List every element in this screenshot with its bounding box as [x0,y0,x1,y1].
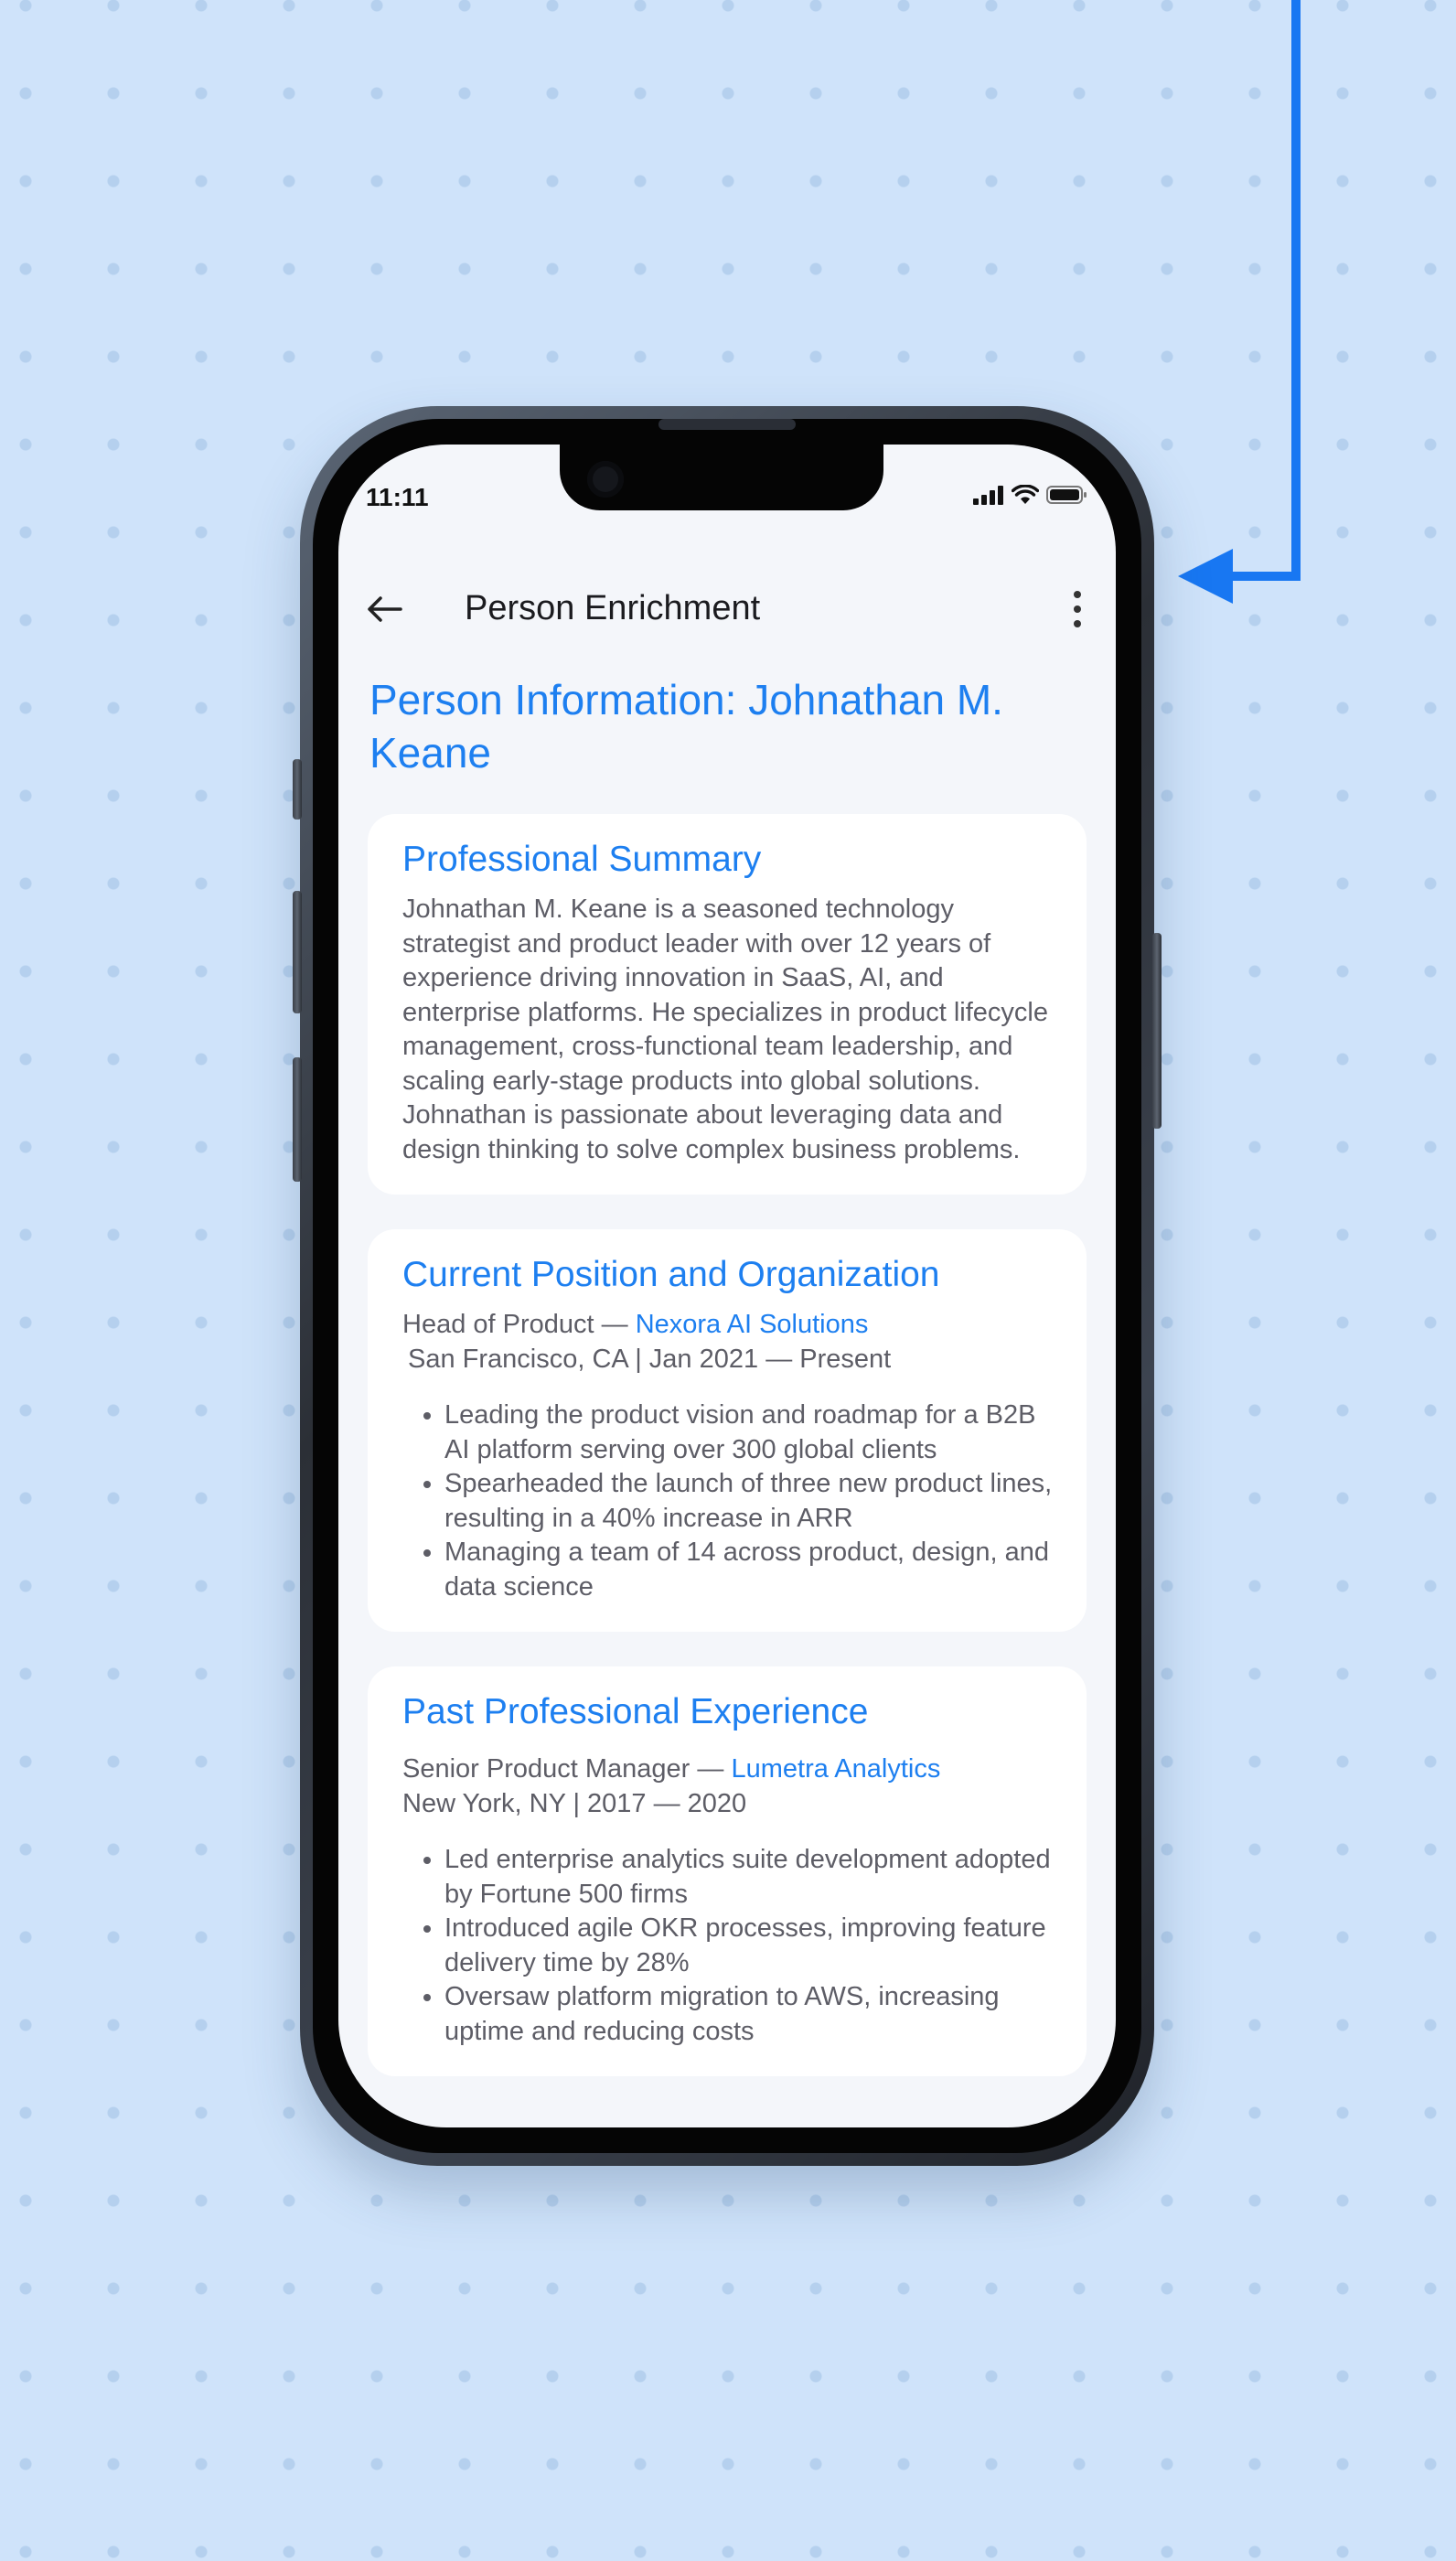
current-position-title: Current Position and Organization [402,1255,940,1294]
summary-card [368,814,1087,1195]
page-title: Person Information: Johnathan M. Keane [369,676,1003,777]
back-button[interactable] [362,587,406,631]
more-dot-icon [1074,605,1081,613]
current-bullets [402,1398,1055,1604]
past-meta: New York, NY | 2017 — 2020 [402,1788,747,1818]
more-options-button[interactable] [1055,584,1099,635]
more-dot-icon [1074,620,1081,627]
past-bullets [402,1843,1055,2049]
volume-up-button [293,891,302,1013]
signal-icon [973,485,1004,505]
current-meta: San Francisco, CA | Jan 2021 — Present [408,1344,892,1374]
content-scroll[interactable] [338,673,1116,2076]
list-item: • Managing a team of 14 across product, design, and data science [444,1536,1055,1604]
back-arrow-icon [366,595,402,624]
list-item: • Led enterprise analytics suite development adopted by Fortune 500 firms [444,1843,1055,1912]
silent-switch [293,759,302,820]
past-experience-card [368,1666,1087,2076]
volume-down-button [293,1057,302,1182]
current-org-link[interactable]: Nexora AI Solutions [635,1310,869,1339]
past-role: Senior Product Manager — [402,1754,732,1784]
list-item: • Leading the product vision and roadmap for a B2B AI platform serving over 300 global clients [444,1398,1055,1467]
battery-icon [1046,485,1088,505]
wifi-icon [1012,485,1039,505]
speaker-grille [658,419,796,430]
summary-text: Johnathan M. Keane is a seasoned technology strategist and product leader with over 12 years of experience driving innovation in SaaS, AI, and enterprise platforms. He specializes in product lifecycle management, cross-functional team leadership, and scaling early-stage products into global solutions. Johnathan is passionate about leveraging data and design thinking to solve complex business problems. [402,895,1048,1164]
front-camera [587,461,624,498]
status-icons [973,485,1088,505]
current-position-card [368,1229,1087,1632]
past-experience-title: Past Professional Experience [402,1692,869,1731]
app-bar-title: Person Enrichment [465,589,761,627]
past-role-line [402,1752,1055,1787]
more-dot-icon [1074,591,1081,598]
list-item: • Spearheaded the launch of three new product lines, resulting in a 40% increase in ARR [444,1467,1055,1536]
current-role-line [402,1308,1055,1343]
list-item: • Introduced agile OKR processes, improving feature delivery time by 28% [444,1912,1055,1980]
status-time: 11:11 [366,483,429,511]
list-item: • Oversaw platform migration to AWS, increasing uptime and reducing costs [444,1980,1055,2049]
current-role: Head of Product — [402,1310,636,1339]
app-bar [338,563,1116,655]
phone-frame [300,406,1154,2166]
past-org-link[interactable]: Lumetra Analytics [731,1754,941,1784]
phone-screen [338,445,1116,2127]
power-button [1152,933,1162,1129]
summary-title: Professional Summary [402,840,762,879]
